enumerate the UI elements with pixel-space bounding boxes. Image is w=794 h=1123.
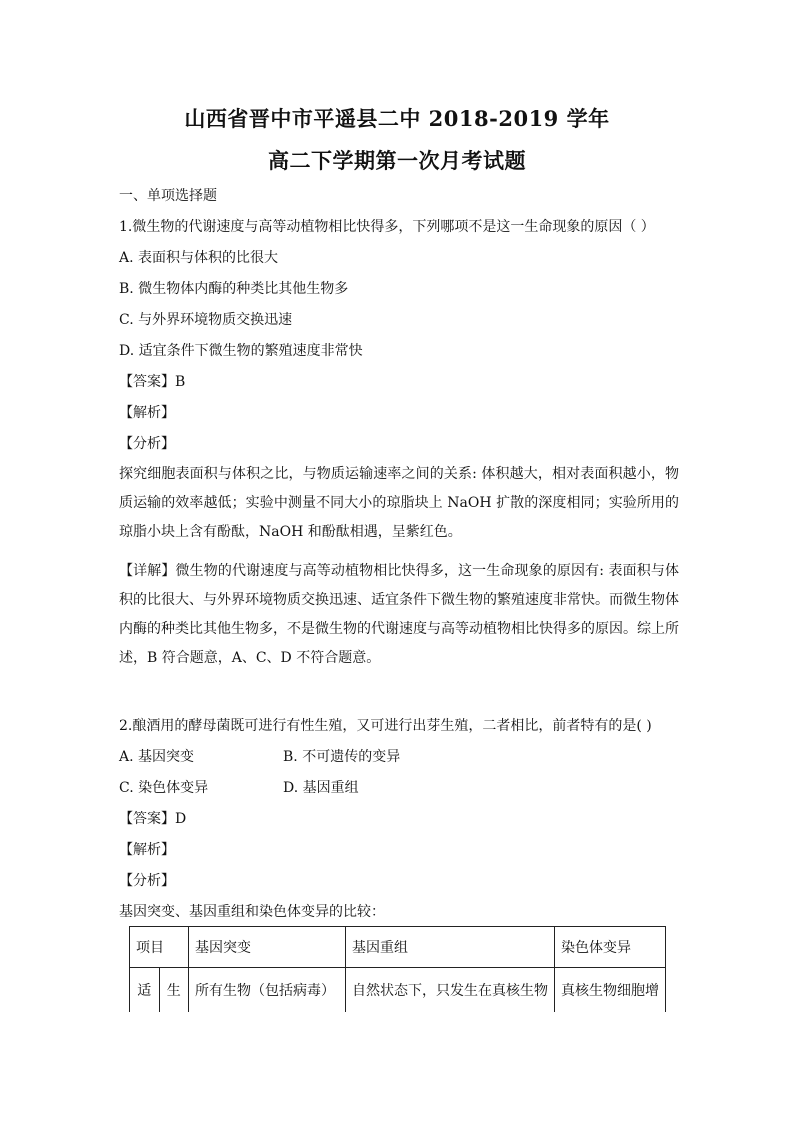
q1-detail-text: 微生物的代谢速度与高等动植物相比快得多，这一生命现象的原因有: 表面积与体积的比很大、与外界环境物质交换迅速、适宜条件下微生物的繁殖速度非常快。而微生物体内酶的种类比其他生物多，不是微生物的代谢速度与高等动植物相比快得多的原因。综上所述，B 符合题意，A、C、D 不符合题意。 xyxy=(119,563,679,666)
table-row xyxy=(130,968,666,1013)
q1-option-d: D. 适宜条件下微生物的繁殖速度非常快 xyxy=(119,343,363,359)
q1-option-b: B. 微生物体内酶的种类比其他生物多 xyxy=(119,281,349,297)
q2-option-a: A. 基因突变 xyxy=(119,749,195,765)
q2-answer: 【答案】D xyxy=(119,811,187,827)
table-cell: 生 xyxy=(159,968,189,1013)
q1-option-c: C. 与外界环境物质交换迅速 xyxy=(119,312,293,328)
table-header-cell: 项目 xyxy=(130,927,189,968)
q2-option-c: C. 染色体变异 xyxy=(119,780,209,796)
q1-detail-label: 【详解】 xyxy=(119,563,176,579)
q2-table-intro: 基因突变、基因重组和染色体变异的比较： xyxy=(119,904,385,920)
q1-stem: 1.微生物的代谢速度与高等动植物相比快得多，下列哪项不是这一生命现象的原因（ ） xyxy=(119,219,655,235)
table-cell: 适 xyxy=(130,968,160,1013)
table-header-cell: 基因突变 xyxy=(189,927,346,968)
comparison-table xyxy=(129,926,666,1012)
table-header-cell: 染色体变异 xyxy=(555,927,666,968)
table-header-cell: 基因重组 xyxy=(346,927,555,968)
q2-option-d: D. 基因重组 xyxy=(283,780,359,796)
section-heading: 一、单项选择题 xyxy=(119,188,217,204)
q1-jiexi-label: 【解析】 xyxy=(119,405,175,421)
q2-stem: 2.酿酒用的酵母菌既可进行有性生殖，又可进行出芽生殖，二者相比，前者特有的是( ) xyxy=(119,718,652,734)
q2-jiexi-label: 【解析】 xyxy=(119,842,175,858)
table-cell: 自然状态下，只发生在真核生物 xyxy=(346,968,555,1013)
document-title-line1: 山西省晋中市平遥县二中 2018-2019 学年 xyxy=(184,106,610,131)
q2-option-b: B. 不可遗传的变异 xyxy=(283,749,401,765)
table-cell: 所有生物（包括病毒） xyxy=(189,968,346,1013)
document-title-line2: 高二下学期第一次月考试题 xyxy=(268,148,526,173)
q1-fenxi-label: 【分析】 xyxy=(119,436,175,452)
q1-answer: 【答案】B xyxy=(119,374,186,390)
q1-detail xyxy=(119,557,679,673)
table-cell: 真核生物细胞增 xyxy=(555,968,666,1013)
q1-option-a: A. 表面积与体积的比很大 xyxy=(119,250,279,266)
q2-fenxi-label: 【分析】 xyxy=(119,873,175,889)
table-header-row xyxy=(130,927,666,968)
q1-analysis-text: 探究细胞表面积与体积之比，与物质运输速率之间的关系: 体积越大，相对表面积越小，物质运输的效率越低；实验中测量不同大小的琼脂块上 NaOH 扩散的深度相同；实验所用的琼脂小块上含有酚酞，NaOH 和酚酞相遇，呈紫红色。 xyxy=(119,466,679,540)
